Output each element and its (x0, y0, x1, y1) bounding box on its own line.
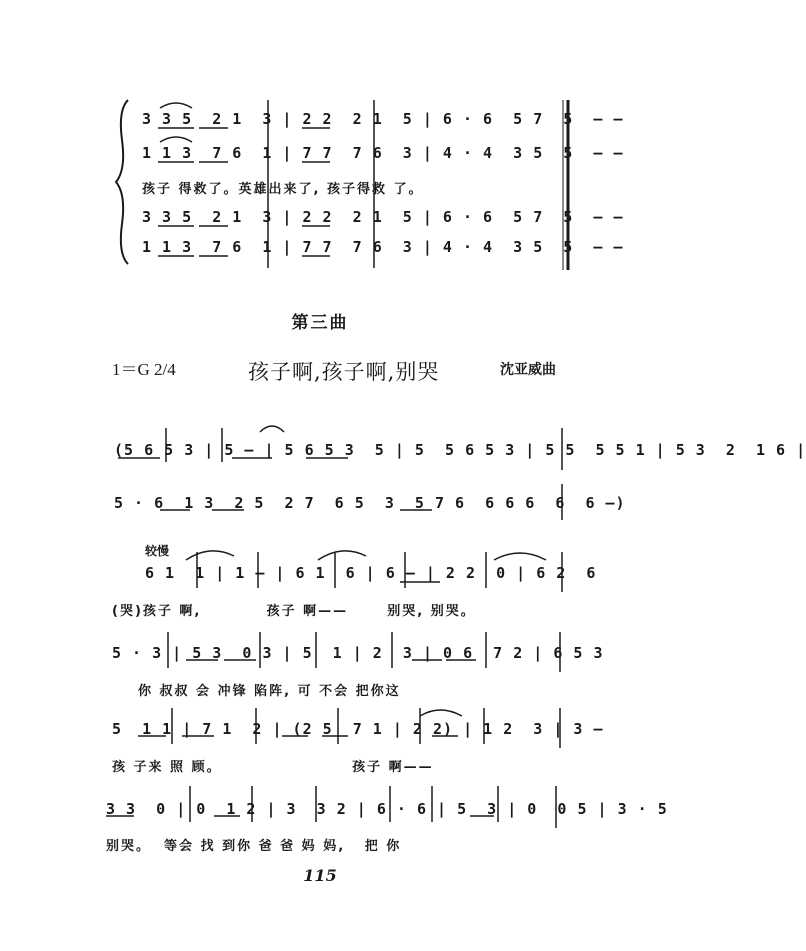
score-line: (5 6 5 3 | 5 — | 5 6 5 3 5 | 5 5 6 5 3 | 5 5 5 5 1 | 5 3 2 1 6 | (114, 441, 806, 459)
lyrics-line: 孩 子来 照 顾。 孩子 啊—— (112, 760, 434, 775)
score-top-line: 1 1 3 7 6 1 | 7 7 7 6 3 | 4 · 4 3 5 5 — — (142, 144, 624, 162)
composer: 沈亚威曲 (500, 362, 556, 378)
piece-title: 第三曲 (291, 313, 349, 333)
score-line: 5 · 3 | 5 3 0 3 | 5 1 | 2 3 | 0 6 7 2 | 6 5 3 (112, 644, 604, 662)
score-line: 5 1 1 | 7 1 2 | (2 5 7 1 | 2 2) | 1 2 3 | 3 — (112, 720, 604, 738)
key-signature: 1＝G 2/4 (112, 360, 176, 379)
score-line: 3 3 0 | 0 1 2 | 3 3 2 | 6 · 6 | 5 3 | 0 0 5 | 3 · 5 (106, 800, 668, 818)
lyrics-line: 别哭。 等会 找 到你 爸 爸 妈 妈, 把 你 (106, 839, 402, 854)
piece-subtitle: 孩子啊,孩子啊,别哭 (248, 360, 440, 384)
score-top-lyrics: 孩子 得救了。英雄出来了, 孩子得救 了。 (142, 182, 424, 197)
lyrics-line: 你 叔叔 会 冲锋 陷阵, 可 不会 把你这 (138, 684, 401, 699)
page-number: 115 (303, 866, 337, 885)
score-line: 5 · 6 1 3 2 5 2 7 6 5 3 5 7 6 6 6 6 6 6 —) (114, 494, 626, 512)
score-top-line: 1 1 3 7 6 1 | 7 7 7 6 3 | 4 · 4 3 5 5 — — (142, 238, 624, 256)
tempo-marking: 较慢 (145, 544, 170, 558)
score-top-line: 3 3 5 2 1 3 | 2 2 2 1 5 | 6 · 6 5 7 5 — — (142, 110, 624, 128)
lyrics-line: (哭)孩子 啊, 孩子 啊—— 别哭, 别哭。 (112, 604, 476, 619)
score-top-line: 3 3 5 2 1 3 | 2 2 2 1 5 | 6 · 6 5 7 5 — — (142, 208, 624, 226)
score-line: 6 1 1 | 1 — | 6 1 6 | 6 — | 2 2 0 | 6 2 6 (145, 564, 597, 582)
